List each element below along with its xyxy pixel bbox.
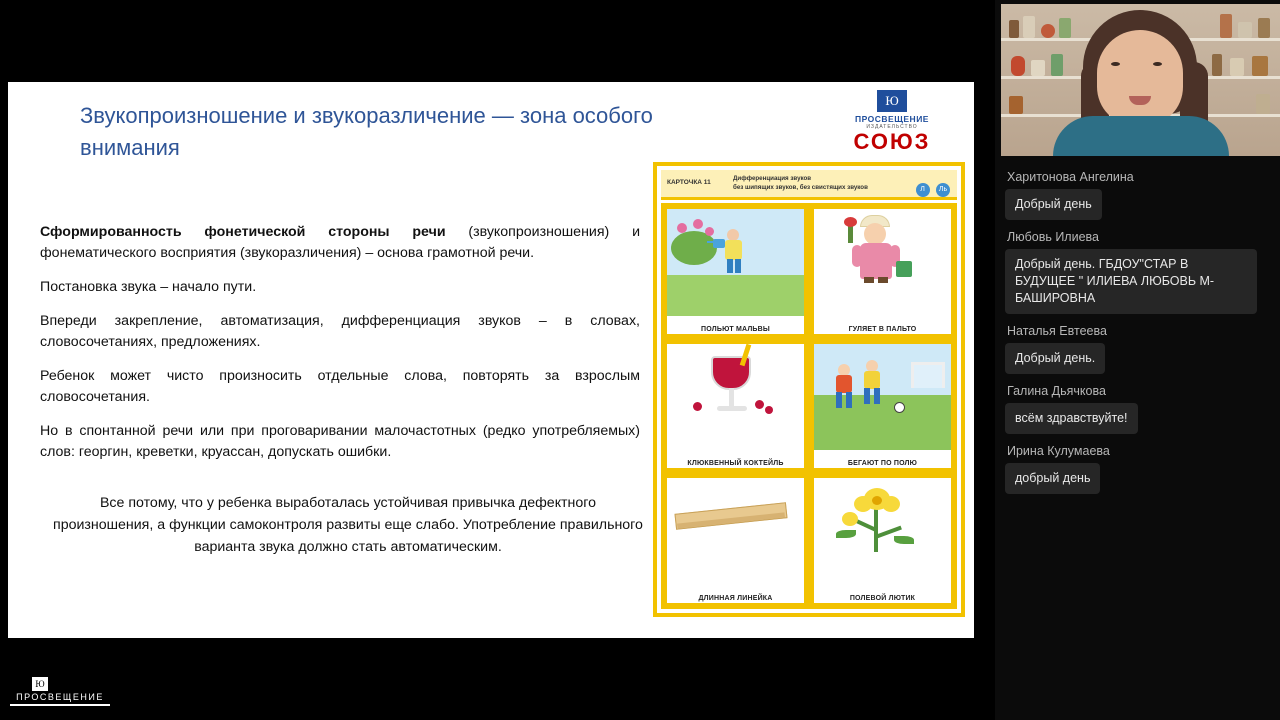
- chat-author: Галина Дьячкова: [1007, 384, 1106, 398]
- chat-message: [995, 384, 1280, 434]
- picture-cocktail: [667, 344, 804, 451]
- paragraph-3: Впереди закрепление, автоматизация, дифференциация звуков – в словах, словосочетаниях, предложениях.: [40, 313, 640, 350]
- card-header: [661, 170, 957, 200]
- picture-buttercup: [814, 478, 951, 585]
- footer-brand-mark-icon: Ю: [32, 677, 48, 691]
- picture-watering: [667, 209, 804, 316]
- chat-message-list[interactable]: [995, 160, 1280, 720]
- footer-brand-name: ПРОСВЕЩЕНИЕ: [16, 692, 104, 702]
- chat-author: Наталья Евтеева: [1007, 324, 1107, 338]
- speaker-video-tile[interactable]: [1001, 4, 1280, 156]
- presentation-slide: [8, 82, 974, 638]
- chat-bubble[interactable]: добрый день: [1005, 463, 1100, 494]
- badge-sound-l-soft: Ль: [936, 183, 950, 197]
- card-topic-line2: без шипящих звуков, без свистящих звуков: [733, 184, 868, 191]
- chat-bubble[interactable]: всём здравствуйте!: [1005, 403, 1138, 434]
- picture-coat-girl: [814, 209, 951, 316]
- paragraph-1: [40, 222, 640, 264]
- person-eye-right: [1153, 62, 1162, 66]
- card-cell-ruler: [665, 476, 806, 605]
- card-cell-coat-girl: [812, 207, 953, 336]
- card-cell-cocktail: [665, 342, 806, 471]
- chat-bubble[interactable]: Добрый день. ГБДОУ"СТАР В БУДУЩЕЕ " ИЛИЕВА ЛЮБОВЬ М-БАШИРОВНА: [1005, 249, 1257, 314]
- chat-message: [995, 230, 1280, 314]
- person-torso: [1053, 116, 1229, 156]
- footer-publisher-logo: [10, 677, 110, 706]
- brand-series: СОЮЗ: [853, 129, 931, 154]
- slide-conclusion-note: Все потому, что у ребенка выработалась устойчивая привычка дефектного произношения, а функции самоконтроля развиты еще слабо. Употребление правильного варианта звука должно стать автоматическим.: [53, 495, 643, 555]
- brand-mark-icon: Ю: [877, 90, 907, 112]
- brand-name: ПРОСВЕЩЕНИЕ: [855, 114, 929, 124]
- exercise-card: [653, 162, 965, 617]
- card-picture-grid: [661, 203, 957, 609]
- slide-body-text: [40, 222, 640, 476]
- person-face: [1097, 30, 1183, 126]
- card-caption-2: ГУЛЯЕТ В ПАЛЬТО: [848, 325, 917, 333]
- card-caption-1: ПОЛЬЮТ МАЛЬВЫ: [701, 325, 770, 333]
- card-cell-watering: [665, 207, 806, 336]
- card-caption-6: ПОЛЕВОЙ ЛЮТИК: [849, 595, 916, 602]
- footer-rule: [10, 704, 110, 706]
- card-topic-line1: Дифференциация звуков: [733, 175, 812, 182]
- chat-author: Ирина Кулумаева: [1007, 444, 1110, 458]
- paragraph-1-rest: (звукопроизношения) и фонематического восприятия (звукоразличения) – основа грамотной речи.: [40, 224, 640, 261]
- card-caption-4: БЕГАЮТ ПО ПОЛЮ: [847, 460, 918, 468]
- card-cell-buttercup: [812, 476, 953, 605]
- picture-ruler: [667, 478, 804, 585]
- card-cell-football: [812, 342, 953, 471]
- brand-subtitle: ИЗДАТЕЛЬСТВО: [866, 124, 918, 130]
- paragraph-1-bold: Сформированность фонетической стороны речи: [40, 224, 446, 240]
- paragraph-4: Ребенок может чисто произносить отдельные слова, повторять за взрослым словосочетания.: [40, 368, 640, 405]
- picture-football: [814, 344, 951, 451]
- page-title: Звукопроизношение и звукоразличение — зона особого внимания: [80, 103, 653, 160]
- meeting-side-panel: [995, 0, 1280, 720]
- chat-message: [995, 170, 1280, 220]
- card-number: КАРТОЧКА 11: [667, 179, 711, 186]
- card-caption-5: ДЛИННАЯ ЛИНЕЙКА: [698, 595, 773, 602]
- paragraph-2: Постановка звука – начало пути.: [40, 279, 257, 295]
- publisher-logo: [832, 90, 952, 154]
- chat-bubble[interactable]: Добрый день: [1005, 189, 1102, 220]
- chat-author: Харитонова Ангелина: [1007, 170, 1134, 184]
- card-sound-badges: [914, 178, 950, 197]
- person-eye-left: [1111, 62, 1120, 66]
- card-caption-3: КЛЮКВЕННЫЙ КОКТЕЙЛЬ: [687, 460, 784, 468]
- card-topic: [733, 174, 868, 192]
- chat-bubble[interactable]: Добрый день.: [1005, 343, 1105, 374]
- chat-author: Любовь Илиева: [1007, 230, 1099, 244]
- badge-sound-l: Л: [916, 183, 930, 197]
- paragraph-5: Но в спонтанной речи или при проговаривании малочастотных (редко употребляемых) слов: георгин, креветки, круассан, допускать ошибки.: [40, 423, 640, 460]
- chat-message: [995, 444, 1280, 494]
- chat-message: [995, 324, 1280, 374]
